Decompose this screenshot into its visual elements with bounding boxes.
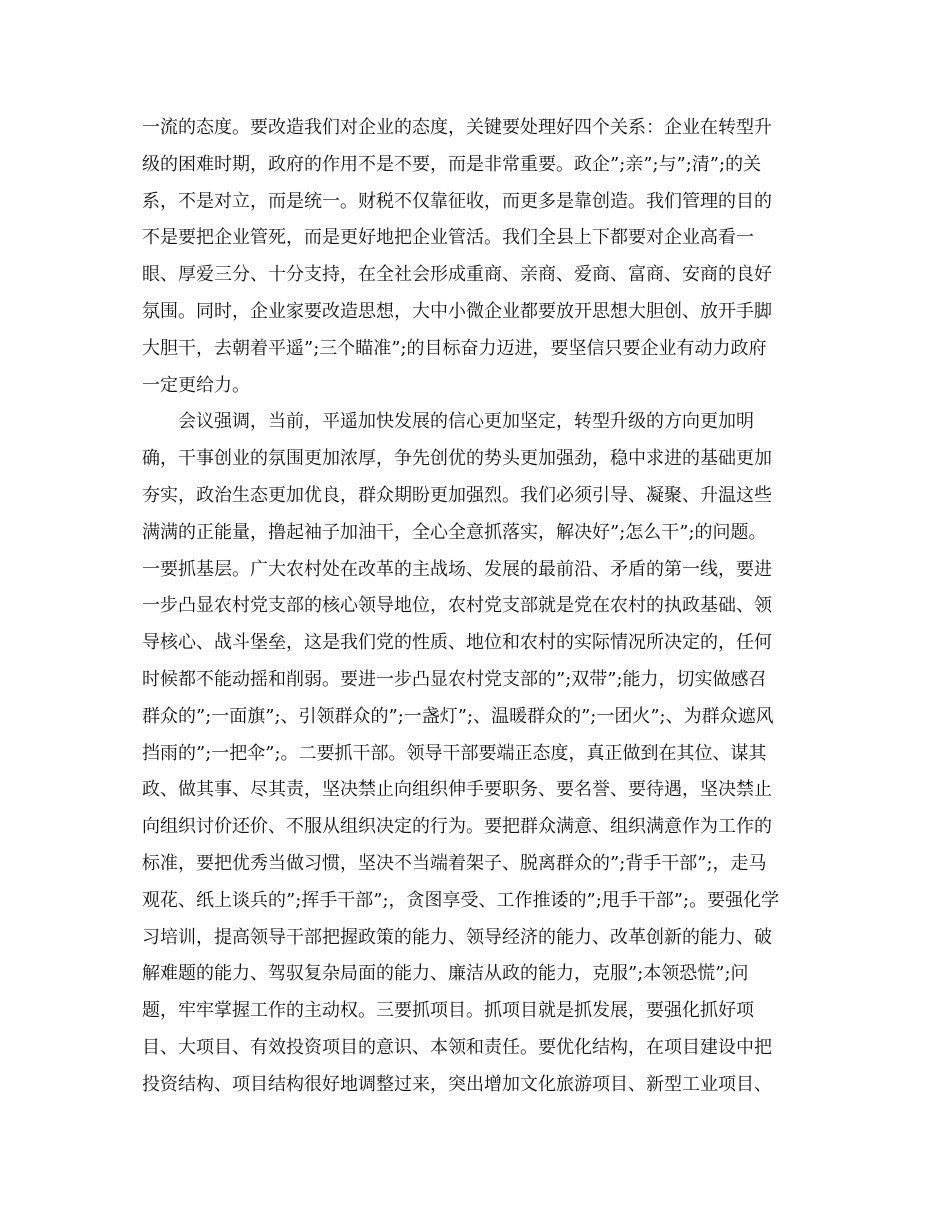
text-line: 题，牢牢掌握工作的主动权。三要抓项目。抓项目就是抓发展，要强化抓好项 [142,1000,754,1022]
text-line: 时候都不能动摇和削弱。要进一步凸显农村党支部的”;双带”;能力，切实做感召 [142,668,767,690]
text-line: 群众的”;一面旗”;、引领群众的”;一盏灯”;、温暖群众的”;一团火”;、为群众遮风 [142,705,774,727]
text-line: 习培训，提高领导干部把握政策的能力、领导经济的能力、改革创新的能力、破 [142,926,772,948]
text-line: 眼、厚爱三分、十分支持，在全社会形成重商、亲商、爱商、富商、安商的良好 [142,264,772,286]
text-line: 目、大项目、有效投资项目的意识、本领和责任。要优化结构，在项目建设中把 [142,1036,772,1058]
text-line: 解难题的能力、驾驭复杂局面的能力、廉洁从政的能力，克服”;本领恐慌”;问 [142,963,749,985]
text-line: 观花、纸上谈兵的”;挥手干部”;，贪图享受、工作推诿的”;甩手干部”;。要强化学 [142,889,780,911]
body-text [142,110,822,1104]
text-line: 不是要把企业管死，而是更好地把企业管活。我们全县上下都要对企业高看一 [142,227,754,249]
text-line: 夯实，政治生态更加优良，群众期盼更加强烈。我们必须引导、凝聚、升温这些 [142,484,772,506]
text-line: 确，干事创业的氛围更加浓厚，争先创优的势头更加强劲，稳中求进的基础更加 [142,448,772,470]
text-line: 一步凸显农村党支部的核心领导地位，农村党支部就是党在农村的执政基础、领 [142,595,772,617]
text-line: 政、做其事、尽其责，坚决禁止向组织伸手要职务、要名誉、要待遇，坚决禁止 [142,779,772,801]
text-line: 导核心、战斗堡垒，这是我们党的性质、地位和农村的实际情况所决定的，任何 [142,632,772,654]
text-line: 级的困难时期，政府的作用不是不要，而是非常重要。政企”;亲”;与”;清”;的关 [142,153,762,175]
text-line: 氛围。同时，企业家要改造思想，大中小微企业都要放开思想大胆创、放开手脚 [142,300,772,322]
text-line: 向组织讨价还价、不服从组织决定的行为。要把群众满意、组织满意作为工作的 [142,816,772,838]
text-line: 标准，要把优秀当做习惯，坚决不当端着架子、脱离群众的”;背手干部”;，走马 [142,852,767,874]
text-line: 挡雨的”;一把伞”;。二要抓干部。领导干部要端正态度，真正做到在其位、谋其 [142,742,767,764]
text-line: 会议强调，当前，平遥加快发展的信心更加坚定，转型升级的方向更加明 [142,411,754,433]
text-line: 投资结构、项目结构很好地调整过来，突出增加文化旅游项目、新型工业项目、 [142,1073,772,1095]
text-line: 一流的态度。要改造我们对企业的态度，关键要处理好四个关系：企业在转型升 [142,117,772,138]
text-line: 一定更给力。 [142,374,250,396]
text-line: 一要抓基层。广大农村处在改革的主战场、发展的最前沿、矛盾的第一线，要进 [142,558,772,580]
text-line: 大胆干，去朝着平遥”;三个瞄准”;的目标奋力迈进，要坚信只要企业有动力政府 [142,337,767,359]
text-line: 满满的正能量，撸起袖子加油干，全心全意抓落实，解决好”;怎么干”;的问题。 [142,521,767,543]
text-line: 系，不是对立，而是统一。财税不仅靠征收，而更多是靠创造。我们管理的目的 [142,190,772,212]
